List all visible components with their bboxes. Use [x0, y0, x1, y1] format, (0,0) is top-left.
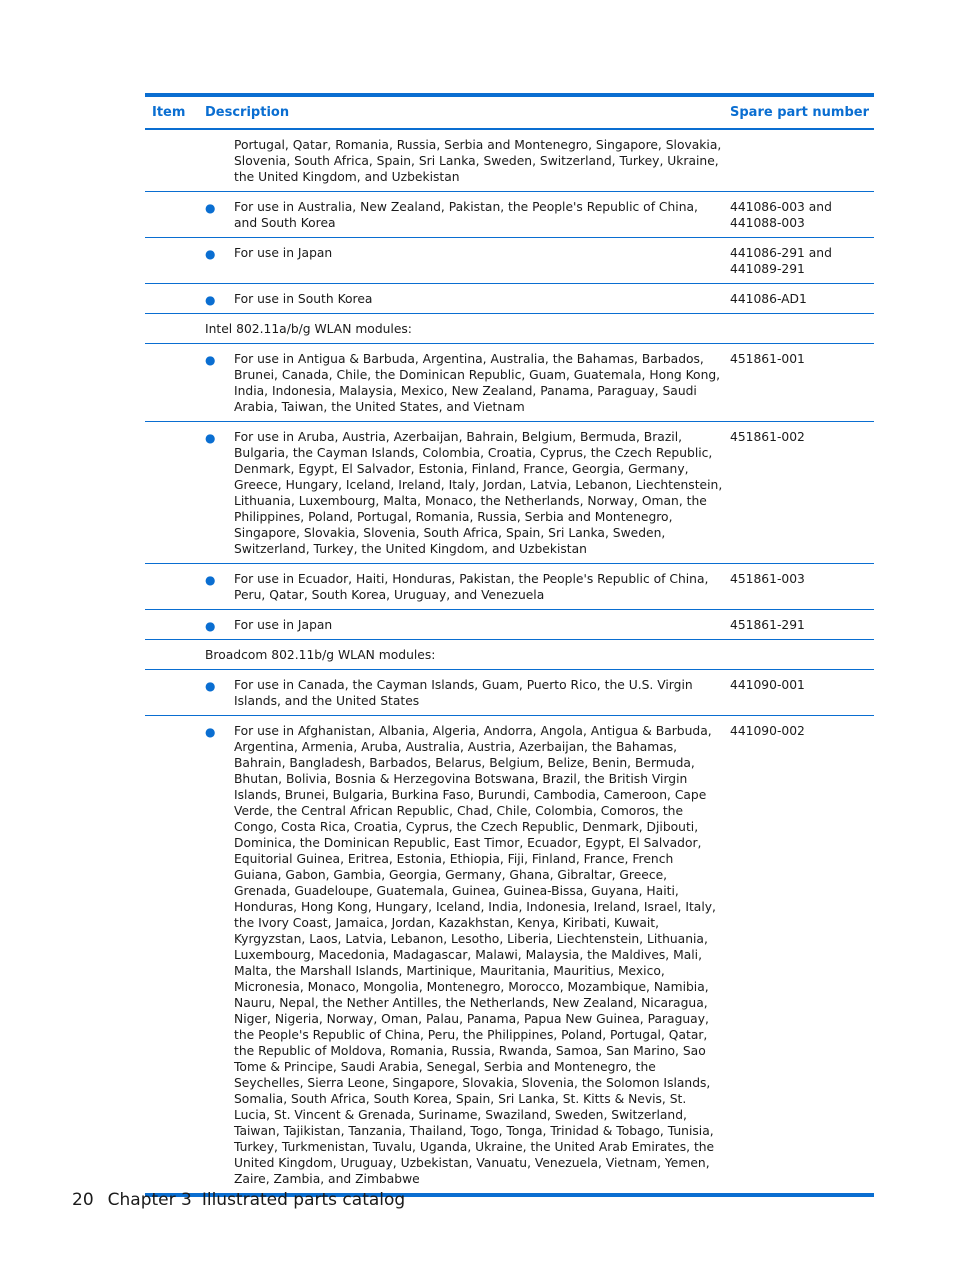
page-footer	[72, 1190, 405, 1210]
row-description-text: For use in Canada, the Cayman Islands, Guam, Puerto Rico, the U.S. Virgin Islands, and the United States	[234, 678, 693, 708]
row-spare-part-cell: 451861-002	[730, 422, 874, 564]
bullet-icon: ●	[205, 353, 216, 367]
row-description-text: Broadcom 802.11b/g WLAN modules:	[205, 648, 436, 662]
row-description-cell	[205, 344, 730, 422]
row-description-text: Portugal, Qatar, Romania, Russia, Serbia and Montenegro, Singapore, Slovakia, Slovenia, South Africa, Spain, Sri Lanka, Sweden, Switzerland, Turkey, Ukraine, the United Kingdom, and Uzbekistan	[234, 138, 722, 184]
row-item-cell	[145, 284, 205, 314]
row-description-text: For use in Japan	[234, 618, 333, 632]
row-item-cell	[145, 610, 205, 640]
row-item-cell	[145, 640, 205, 670]
row-description-cell	[205, 716, 730, 1196]
header-item: Item	[145, 95, 205, 129]
header-spare-part-number: Spare part number	[730, 95, 874, 129]
row-description-cell	[205, 610, 730, 640]
bullet-icon: ●	[205, 573, 216, 587]
bullet-icon: ●	[205, 619, 216, 633]
row-spare-part-cell: 441090-002	[730, 716, 874, 1196]
row-description-cell	[205, 564, 730, 610]
table-row	[145, 238, 874, 284]
chapter-title: Illustrated parts catalog	[201, 1190, 406, 1210]
row-spare-part-cell	[730, 640, 874, 670]
table-row	[145, 314, 874, 344]
bullet-icon: ●	[205, 679, 216, 693]
row-item-cell	[145, 129, 205, 192]
spare-parts-table-wrapper	[145, 93, 870, 1197]
bullet-icon: ●	[205, 201, 216, 215]
row-description-text: For use in Afghanistan, Albania, Algeria, Andorra, Angola, Antigua & Barbuda, Argentina, Armenia, Aruba, Australia, Austria, Azerbaijan, the Bahamas, Bahrain, Bangladesh, Barbados, Belarus, Belgium, Belize, Benin, Bermuda, Bhutan, Bolivia, Bosnia & Herzegovina Botswana, Brazil, the British Virgin Islands, Brunei, Bulgaria, Burkina Faso, Burundi, Cambodia, Cameroon, Cape Verde, the Central African Republic, Chad, Chile, Colombia, Comoros, the Congo, Costa Rica, Croatia, Cyprus, the Czech Republic, Denmark, Djibouti, Dominica, the Dominican Republic, East Timor, Ecuador, Egypt, El Salvador, Equitorial Guinea, Eritrea, Estonia, Ethiopia, Fiji, Finland, France, French Guiana, Gabon, Gambia, Georgia, Germany, Ghana, Gibraltar, Greece, Grenada, Guadeloupe, Guatemala, Guinea, Guinea-Bissa, Guyana, Haiti, Honduras, Hong Kong, Hungary, Iceland, India, Indonesia, Ireland, Israel, Italy, the Ivory Coast, Jamaica, Jordan, Kazakhstan, Kenya, Kiribati, Kuwait, Kyrgyzstan, Laos, Latvia, Lebanon, Lesotho, Liberia, Liechtenstein, Lithuania, Luxembourg, Macedonia, Madagascar, Malawi, Malaysia, the Maldives, Mali, Malta, the Marshall Islands, Martinique, Mauritania, Mauritius, Mexico, Micronesia, Monaco, Mongolia, Montenegro, Morocco, Mozambique, Namibia, Nauru, Nepal, the Nether Antilles, the Netherlands, New Zealand, Nicaragua, Niger, Nigeria, Norway, Oman, Palau, Panama, Papua New Guinea, Paraguay, the People's Republic of China, Peru, the Philippines, Poland, Portugal, Qatar, the Republic of Moldova, Romania, Russia, Rwanda, Samoa, San Marino, Sao Tome & Principe, Saudi Arabia, Senegal, Serbia and Montenegro, the Seychelles, Sierra Leone, Singapore, Slovakia, Slovenia, the Solomon Islands, Somalia, South Africa, South Korea, Spain, Sri Lanka, St. Kitts & Nevis, St. Lucia, St. Vincent & Grenada, Suriname, Swaziland, Sweden, Switzerland, Taiwan, Tajikistan, Tanzania, Thailand, Togo, Tonga, Trinidad & Tobago, Tunisia, Turkey, Turkmenistan, Tuvalu, Uganda, Ukraine, the United Arab Emirates, the United Kingdom, Uruguay, Uzbekistan, Vanuatu, Venezuela, Vietnam, Yemen, Zaire, Zambia, and Zimbabwe	[234, 724, 716, 1186]
table-row	[145, 422, 874, 564]
page-number: 20	[72, 1190, 94, 1210]
bullet-icon: ●	[205, 293, 216, 307]
row-item-cell	[145, 716, 205, 1196]
bullet-icon: ●	[205, 247, 216, 261]
row-description-cell	[205, 422, 730, 564]
table-body	[145, 129, 874, 1195]
table-row	[145, 610, 874, 640]
row-description-text: For use in Japan	[234, 246, 333, 260]
row-description-cell	[205, 238, 730, 284]
row-spare-part-cell: 441090-001	[730, 670, 874, 716]
row-spare-part-cell: 451861-291	[730, 610, 874, 640]
table-row	[145, 129, 874, 192]
row-item-cell	[145, 192, 205, 238]
chapter-label: Chapter 3	[107, 1190, 192, 1210]
row-description-text: For use in South Korea	[234, 292, 373, 306]
row-description-cell	[205, 670, 730, 716]
row-spare-part-cell	[730, 129, 874, 192]
row-spare-part-cell: 441086-003 and 441088-003	[730, 192, 874, 238]
row-item-cell	[145, 238, 205, 284]
row-spare-part-cell: 441086-AD1	[730, 284, 874, 314]
table-row	[145, 284, 874, 314]
row-description-text: For use in Ecuador, Haiti, Honduras, Pakistan, the People's Republic of China, Peru, Qatar, South Korea, Uruguay, and Venezuela	[234, 572, 709, 602]
row-description-cell	[205, 640, 730, 670]
row-description-cell	[205, 129, 730, 192]
row-description-text: For use in Antigua & Barbuda, Argentina, Australia, the Bahamas, Barbados, Brunei, Canada, Chile, the Dominican Republic, Guam, Guatemala, Hong Kong, India, Indonesia, Malaysia, Mexico, New Zealand, Panama, Paraguay, Saudi Arabia, Taiwan, the United States, and Vietnam	[234, 352, 721, 414]
row-item-cell	[145, 564, 205, 610]
table-row	[145, 192, 874, 238]
row-item-cell	[145, 344, 205, 422]
table-row	[145, 564, 874, 610]
header-description: Description	[205, 95, 730, 129]
row-spare-part-cell	[730, 314, 874, 344]
table-row	[145, 640, 874, 670]
row-spare-part-cell: 451861-001	[730, 344, 874, 422]
spare-parts-table	[145, 93, 874, 1197]
row-item-cell	[145, 422, 205, 564]
row-item-cell	[145, 670, 205, 716]
row-description-text: For use in Australia, New Zealand, Pakistan, the People's Republic of China, and South Korea	[234, 200, 698, 230]
row-item-cell	[145, 314, 205, 344]
row-spare-part-cell: 441086-291 and 441089-291	[730, 238, 874, 284]
table-row	[145, 716, 874, 1196]
bullet-icon: ●	[205, 431, 216, 445]
row-description-cell	[205, 192, 730, 238]
table-header-row	[145, 95, 874, 129]
bullet-icon: ●	[205, 725, 216, 739]
row-description-cell	[205, 284, 730, 314]
row-description-cell	[205, 314, 730, 344]
row-description-text: Intel 802.11a/b/g WLAN modules:	[205, 322, 412, 336]
table-row	[145, 670, 874, 716]
row-description-text: For use in Aruba, Austria, Azerbaijan, Bahrain, Belgium, Bermuda, Brazil, Bulgaria, the Cayman Islands, Colombia, Croatia, Cyprus, the Czech Republic, Denmark, Egypt, El Salvador, Estonia, Finland, France, Georgia, Germany, Greece, Hungary, Iceland, Ireland, Italy, Jordan, Latvia, Lebanon, Liechtenstein, Lithuania, Luxembourg, Malta, Monaco, the Netherlands, Norway, Oman, the Philippines, Poland, Portugal, Romania, Russia, Serbia and Montenegro, Singapore, Slovakia, Slovenia, South Africa, Spain, Sri Lanka, Sweden, Switzerland, Turkey, the United Kingdom, and Uzbekistan	[234, 430, 723, 556]
table-row	[145, 344, 874, 422]
row-spare-part-cell: 451861-003	[730, 564, 874, 610]
